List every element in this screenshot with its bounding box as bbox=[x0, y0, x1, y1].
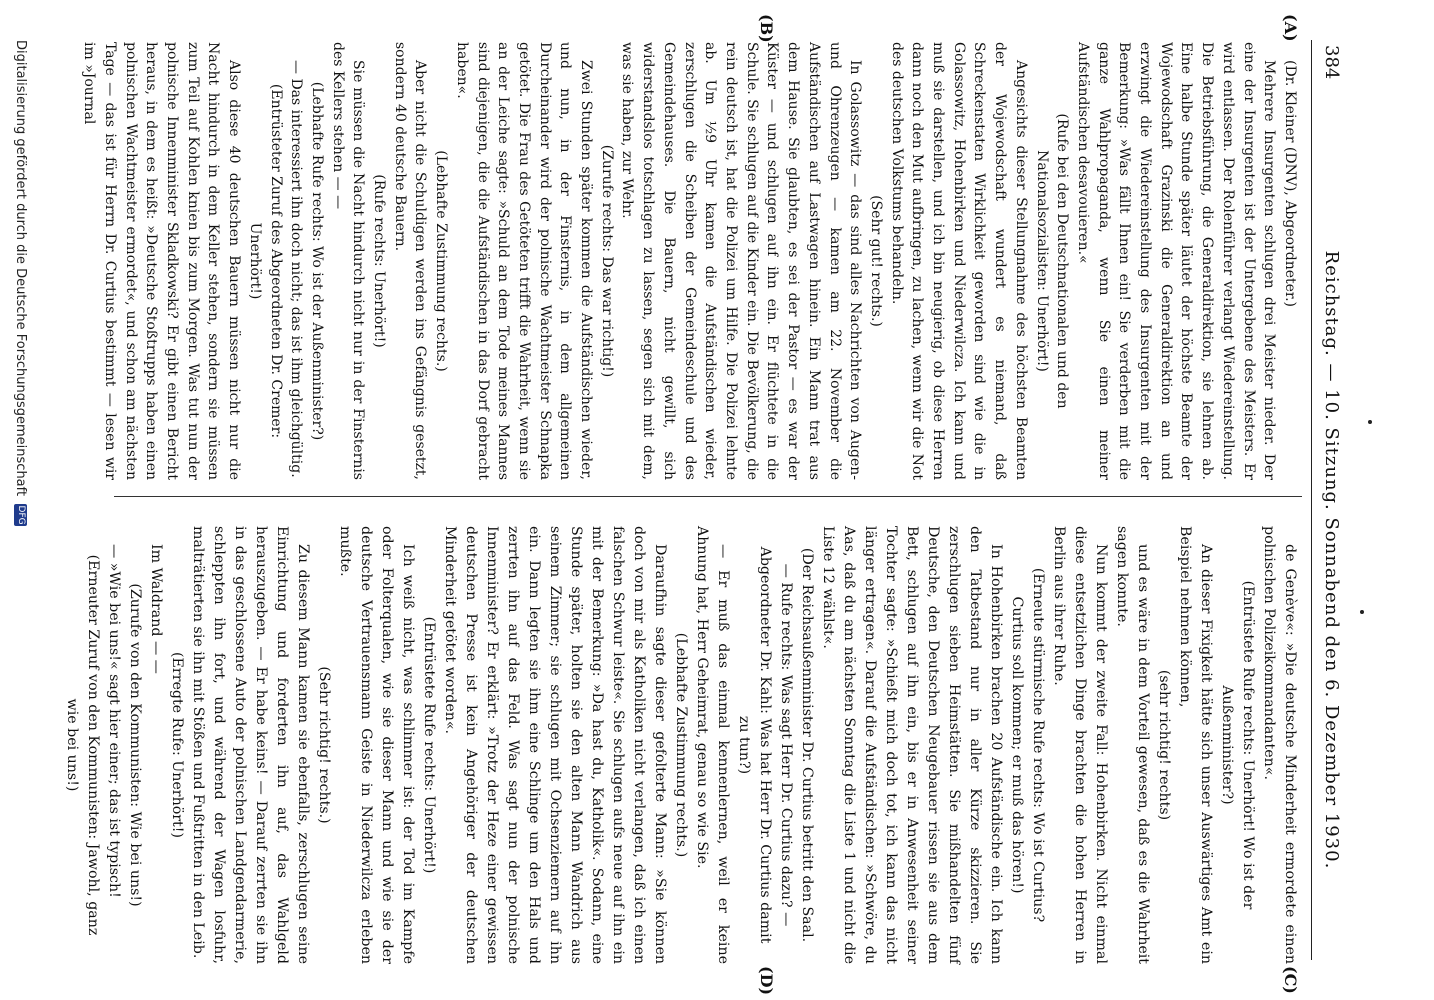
interjection: (Lebhafte Zustimmung rechts.) bbox=[673, 632, 689, 858]
paragraph: de Genève«: »Die deutsche Minderheit ermordete einen polnischen Polizeikommandanten«. bbox=[1261, 526, 1298, 964]
paragraph: Zwei Stunden später kommen die Aufständischen wieder, und nun, in der Finsternis, in dem allgemeinen Durcheinander wird der polnische Wachtmeister Schnapka getötet. Die Frau des Getöteten trifft die Wahrheit, wenn sie an der Leiche sagte: »Schuld an dem Tode meines Mannes sind diejenigen, die die Aufständischen in das Dorf gebracht haben«. bbox=[453, 42, 595, 480]
column-divider bbox=[114, 496, 1302, 497]
paragraph: — Er muß das einmal kennenlernen, weil er keine Ahnung hat, Herr Geheimrat, genau so wie Sie. bbox=[694, 526, 731, 964]
paragraph: — Das interessiert ihn doch nicht; das ist ihm gleichgültig. bbox=[288, 60, 305, 478]
paragraph: Angesichts dieser Stellungnahme des höchsten Beamten der Wojewodschaft wundert es niemand, daß Schreckenstaten Wirklichkeit geworden sind wie die in Golassowitz, Hohenbirken und Niederwilcza. Ich kann und muß sie darstellen, und ich bin neugierig, ob diese Herren dann noch den Mut aufbringen, zu lachen, wenn wir die Not des deutschen Volkstums behandeln. bbox=[888, 42, 1029, 480]
margin-mark-b: (B) bbox=[757, 14, 776, 43]
scan-speck bbox=[1360, 610, 1364, 614]
dfg-logo: DFG bbox=[16, 505, 26, 525]
paragraph: Im Waldrand — — bbox=[148, 544, 164, 674]
paragraph: Nun kommt der zweite Fall: Hohenbirken. Nicht einmal diese entsetzlichen Dinge brachten die hohen Herren in Berlin aus ihrer Ruhe. bbox=[1051, 526, 1109, 964]
header-rule bbox=[1311, 40, 1312, 960]
interjection: (Erregte Rufe: Unerhört!) bbox=[169, 652, 185, 838]
interjection: (Rufe rechts: Unerhört!) bbox=[371, 174, 388, 348]
margin-mark-d: (D) bbox=[757, 966, 776, 996]
interjection: (Sehr richtig! rechts.) bbox=[316, 666, 332, 824]
running-title: Reichstag. — 10. Sitzung. Sonnabend den 6. Dezember 1930. bbox=[1321, 250, 1342, 870]
interjection: (Entrüstete Rufe rechts: Unerhört!) bbox=[421, 616, 437, 874]
interjection: (Entrüstete Rufe rechts: Unerhört! Wo ist der Außenminister?) bbox=[1219, 580, 1256, 910]
interjection: (Der Reichsaußenminister Dr. Curtius betritt den Saal. — Rufe rechts: Was sagt Herr Dr. Curtius dazu? — Abgeordneter Dr. Kahl: Was hat Herr Dr. Curtius damit zu tun?) bbox=[736, 546, 815, 944]
interjection: (Erneute stürmische Rufe rechts: Wo ist Curtius? Curtius soll kommen; er muß das hören!) bbox=[1009, 567, 1046, 923]
paragraph: Zu diesem Mann kamen sie ebenfalls, zerschlugen seine Einrichtung und forderten ihn auf, das Wahlgeld herauszugeben. — Er habe keins! — Darauf zerrten sie ihn in das geschlossene Auto der polnischen Landgendarmerie, schleppten ihn fort, und während der Wagen losfuhr, malträtierten sie ihn mit Stößen und Fußtritten in den Leib. bbox=[190, 526, 311, 964]
interjection: (Zurufe von den Kommunisten: Wie bei uns!) bbox=[127, 583, 143, 907]
paragraph: Sie müssen die Nacht hindurch nicht nur in der Finsternis des Kellers stehen — — bbox=[329, 42, 367, 480]
interjection: (Lebhafte Rufe rechts: Wo ist der Außenminister?) bbox=[308, 81, 325, 441]
paragraph: In Hohenbirken brachen 20 Aufständische ein. Ich kann den Tatbestand nur in aller Kürze skizzieren. Sie zerschlugen sieben Heimstätten. Sie mißhandelten fünf Deutsche, den Deutschen Neugebauer rissen sie aus dem Bett, schlugen auf ihn ein, bis er in Anwesenheit seiner Tochter sagte: »Schießt mich doch tot, ich kann das nicht länger ertragen«. Darauf die Aufständischen: »Schwöre, du Aas, daß du am nächsten Sonntag die Liste 1 und nicht die Liste 12 wählst«. bbox=[820, 526, 1004, 964]
margin-mark-c: (C) bbox=[1281, 966, 1300, 994]
interjection: (Lebhafte Zustimmung rechts.) bbox=[433, 150, 450, 372]
paragraph: In Golassowitz — das sind alles Nachrichten von Augen- und Ohrenzeugen — kamen am 22. November die Aufständischen auf Lastwagen hinein. Ein Mann trat aus dem Hause. Sie glaubten, es sei der Pastor — es war der Küster — und schlugen auf ihn ein. Er flüchtete in die Schule. Sie schlugen auf die Kinder ein. Die Bevölkerung, die rein deutsch ist, hat die Polizei um Hilfe. Die Polizei lehnte ab. Um ½9 Uhr kamen die Aufständischen wieder, zerschlugen die Scheiben der Gemeindeschule und des Gemeindehauses. Die Bauern, nicht gewillt, sich widerstandslos totschlagen zu lassen, segen sich mit dem, was sie haben, zur Wehr. bbox=[619, 42, 864, 480]
credit-text: Digitalisierung gefördert durch die Deutsche Forschungsgemeinschaft bbox=[13, 40, 28, 497]
paragraph: Also diese 40 deutschen Bauern müssen nicht nur die Nacht hindurch in dem Keller stehen, sondern sie müssen zum Teil auf Kohlen knien bis zum Morgen. Was tut nun der polnische Innenminister Skladkowski? Er gibt einen Bericht heraus, in dem es heißt: »Deutsche Stoßtrupps haben einen polnischen Wachtmeister ermordet«, und schon am nächsten Tage — das ist für Herrn Dr. Curtius bestimmt — lesen wir im »Journal bbox=[81, 42, 243, 480]
paragraph: Mehrere Insurgenten schlugen drei Meister nieder. Der eine der Insurgenten ist der Untergebene des Meisters. Er wird entlassen. Der Rolenführer verlangt Wiedereinstellung. Die Betriebsführung, die Generaldirektion, sie lehnen ab. Eine halbe Stunde später läutet der höchste Beamte der Wojewodschaft Grazinski die Generaldirektion an und erzwingt die Wiedereinstellung des Insurgenten mit der Bemerkung: »Was fällt Ihnen ein! Sie verderben mit die ganze Wahlpropaganda, wenn Sie einen meiner Aufständischen desavouieren.« bbox=[1074, 42, 1278, 480]
paragraph: Ich weiß nicht, was schlimmer ist: der Tod im Kampfe oder Folterqualen, wie sie dieser Mann und wie sie der deutsche Vertrauensmann Geiste in Niederwilcza erleben mußte. bbox=[337, 526, 416, 964]
interjection: (Sehr gut! rechts.) bbox=[867, 195, 884, 327]
paragraph: (Dr. Kleiner (DNV), Abgeordneter.) bbox=[1282, 60, 1298, 307]
left-column bbox=[79, 42, 1300, 480]
paragraph: Daraufhin sagte dieser gefolterte Mann: »Sie können doch von mir als Katholiken nicht verlangen, daß ich einen falschen Schwur leiste«. Sie schlugen aufs neue auf ihn ein mit der Bemerkung: »Da hast du, Katholik«. Sodann, eine Stunde später, holten sie den alten Mann Wandrich aus seinem Zimmer; sie schlugen mit Ochsenziemern auf ihn ein. Dann legten sie ihm eine Schlinge um den Hals und zerrten ihn auf das Feld. Was sagt nun der polnische Innenminister? Er erklärt: »Trotz der Heze einer gewissen deutschen Presse ist kein Angehöriger der deutschen Minderheit getötet worden«. bbox=[442, 526, 668, 964]
margin-mark-a: (A) bbox=[1281, 14, 1300, 42]
digitization-credit bbox=[13, 40, 28, 526]
interjection: (Zurufe rechts: Das war richtig!) bbox=[598, 144, 615, 378]
page-number: 384 bbox=[1321, 45, 1342, 80]
paragraph: An dieser Fixigkeit hätte sich unser Auswärtiges Amt ein Beispiel nehmen können, bbox=[1177, 526, 1214, 964]
paragraph: Aber nicht die Schuldigen werden ins Gefängnis gesetzt, sondern 40 deutsche Bauern. bbox=[391, 42, 429, 480]
paragraph: und es wäre in dem Vorteil gewesen, daß es die Wahrheit sagen konnte. bbox=[1114, 526, 1151, 964]
right-column bbox=[61, 526, 1300, 964]
interjection: (Erneuter Zuruf von den Kommunisten: Jawohl, ganz wie bei uns!) bbox=[64, 554, 101, 936]
scan-speck bbox=[1368, 420, 1372, 424]
paragraph: — »Wie bei uns!« sagt hier einer; das ist typisch! bbox=[106, 544, 122, 898]
interjection: (sehr richtig! rechts) bbox=[1156, 669, 1172, 821]
interjection: (Entrüsteter Zuruf des Abgeordneten Dr. Cremer: Unerhört!) bbox=[246, 83, 284, 439]
interjection: (Rufe bei den Deutschnationalen und den Nationalsozialisten: Unerhört!) bbox=[1033, 113, 1071, 409]
